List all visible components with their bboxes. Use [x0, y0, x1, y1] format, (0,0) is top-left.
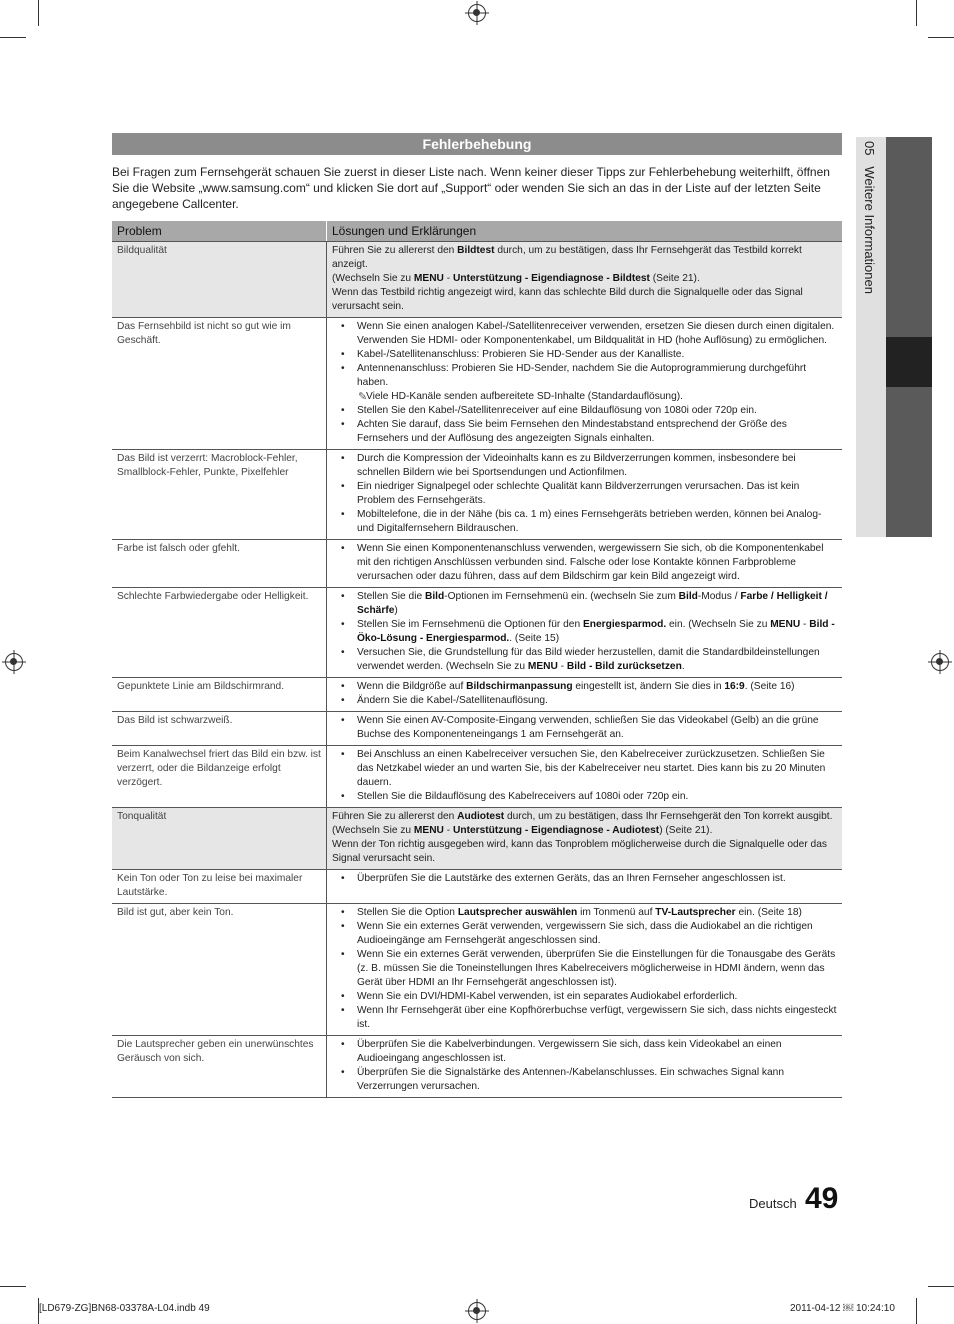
section-title: Fehlerbehebung — [112, 133, 842, 155]
crop-mark — [0, 37, 26, 38]
list-item: • Stellen Sie die Bild-Optionen im Fernsehmenü ein. (wechseln Sie zum Bild-Modus / Farbe / Helligkeit / Schärfe) — [332, 590, 837, 618]
list-item: • Wenn Sie einen analogen Kabel-/Satellitenreceiver verwenden, ersetzen Sie diesen durch einen digitalen. Verwenden Sie HDMI- oder Komponentenkabel, um Bildqualität in HD (hohe Auflösung) zu ermöglichen. — [332, 320, 837, 348]
list-item: • Stellen Sie die Bildauflösung des Kabelreceivers auf 1080i oder 720p ein. — [332, 790, 837, 804]
note-item — [332, 390, 837, 404]
chapter-number: 05 — [862, 141, 877, 156]
print-file-info: [LD679-ZG]BN68-03378A-L04.indb 49 — [39, 1303, 210, 1314]
registration-mark-icon — [468, 1302, 486, 1320]
column-header-solutions: Lösungen und Erklärungen — [327, 221, 843, 242]
problem-cell: Die Lautsprecher geben ein unerwünschtes Geräusch von sich. — [112, 1036, 327, 1098]
print-date-info: 2011-04-12 ￼ 10:24:10 — [790, 1303, 895, 1314]
problem-cell: Bild ist gut, aber kein Ton. — [112, 904, 327, 1036]
table-row — [112, 242, 842, 318]
crop-mark — [928, 1286, 954, 1287]
problem-cell: Gepunktete Linie am Bildschirmrand. — [112, 678, 327, 712]
list-item: • Wenn Sie ein DVI/HDMI-Kabel verwenden, ist ein separates Audiokabel erforderlich. — [332, 990, 837, 1004]
list-item: • Wenn Sie ein externes Gerät verwenden, vergewissern Sie sich, dass die Audiokabel an die richtigen Audioeingänge am Fernsehgerät angeschlossen sind. — [332, 920, 837, 948]
table-row — [112, 870, 842, 904]
solution-cell — [327, 746, 843, 808]
solution-cell — [327, 870, 843, 904]
problem-cell: Farbe ist falsch oder gfehlt. — [112, 540, 327, 588]
problem-cell: Das Bild ist schwarzweiß. — [112, 712, 327, 746]
list-item: • Mobiltelefone, die in der Nähe (bis ca. 1 m) eines Fernsehgeräts betrieben werden, können bei Analog- und Digitalfernsehern Bildrauschen. — [332, 508, 837, 536]
registration-mark-icon — [5, 653, 23, 671]
registration-mark-icon — [468, 4, 486, 22]
table-row — [112, 712, 842, 746]
problem-cell: Bildqualität — [112, 242, 327, 318]
list-item: • Überprüfen Sie die Lautstärke des externen Geräts, das an Ihren Fernseher angeschlossen ist. — [332, 872, 837, 886]
list-item: • Bei Anschluss an einen Kabelreceiver versuchen Sie, den Kabelreceiver zurückzusetzen. Schließen Sie das Netzkabel wieder an und warten Sie, bis der Kabelreceiver neu startet. Dies kann bis zu 20 Minuten dauern. — [332, 748, 837, 790]
problem-cell: Schlechte Farbwiedergabe oder Helligkeit. — [112, 588, 327, 678]
table-row — [112, 318, 842, 450]
intro-paragraph: Bei Fragen zum Fernsehgerät schauen Sie zuerst in dieser Liste nach. Wenn keiner dieser Tipps zur Fehlerbehebung weiterhilft, öffnen Sie die Website „www.samsung.com“ und klicken Sie dort auf „Support“ oder wenden Sie sich an das in der Liste auf der letzten Seite angegebene Callcenter. — [112, 165, 830, 211]
list-item: • Stellen Sie den Kabel-/Satellitenreceiver auf eine Bildauflösung von 1080i oder 720p ein. — [332, 404, 837, 418]
solution-cell — [327, 540, 843, 588]
chapter-title: Weitere Informationen — [862, 166, 877, 294]
list-item: • Achten Sie darauf, dass Sie beim Fernsehen den Mindestabstand entsprechend der Größe des Fernsehers und der Auflösung des angezeigten Signals einhalten. — [332, 418, 837, 446]
solution-cell — [327, 1036, 843, 1098]
footer-language: Deutsch — [749, 1196, 797, 1211]
list-item: • Stellen Sie die Option Lautsprecher auswählen im Tonmenü auf TV-Lautsprecher ein. (Seite 18) — [332, 906, 837, 920]
list-item: • Stellen Sie im Fernsehmenü die Optionen für den Energiesparmod. ein. (Wechseln Sie zu MENU - Bild - Öko-Lösung - Energiesparmod.. (Seite 15) — [332, 618, 837, 646]
list-item: • Wenn Sie ein externes Gerät verwenden, überprüfen Sie die Einstellungen für die Tonausgabe des Geräts (z. B. müssen Sie die Toneinstellungen Ihres Kabelreceivers möglicherweise in HDMI ändern, wenn das Gerät über HDMI an Ihr Fernsehgerät angeschlossen ist). — [332, 948, 837, 990]
crop-mark — [38, 0, 39, 26]
page-number: 49 — [805, 1182, 839, 1215]
solution-cell — [327, 904, 843, 1036]
solution-cell — [327, 450, 843, 540]
list-item: • Überprüfen Sie die Kabelverbindungen. Vergewissern Sie sich, dass kein Videokabel an einen Audioeingang angeschlossen ist. — [332, 1038, 837, 1066]
problem-cell: Beim Kanalwechsel friert das Bild ein bzw. ist verzerrt, oder die Bildanzeige erfolgt verzögert. — [112, 746, 327, 808]
table-row — [112, 588, 842, 678]
table-row — [112, 1036, 842, 1098]
table-header-row — [112, 221, 842, 242]
table-row — [112, 678, 842, 712]
list-item: • Wenn Ihr Fernsehgerät über eine Kopfhörerbuchse verfügt, vergewissern Sie sich, dass nichts eingesteckt ist. — [332, 1004, 837, 1032]
list-item: • Ändern Sie die Kabel-/Satellitenauflösung. — [332, 694, 837, 708]
chapter-label — [862, 141, 877, 294]
list-item: • Durch die Kompression der Videoinhalts kann es zu Bildverzerrungen kommen, insbesondere bei schnellen Bildern wie bei Sportsendungen und Actionfilmen. — [332, 452, 837, 480]
list-item: • Wenn Sie einen Komponentenanschluss verwenden, wergewissern Sie sich, ob die Komponentenkabel mit den richtigen Anschlüssen verbunden sind. Falsche oder lose Kontakte können Farbprobleme verursachen oder dazu führen, dass auf dem Bildschirm gar kein Bild angezeigt wird. — [332, 542, 837, 584]
problem-cell: Das Bild ist verzerrt: Macroblock-Fehler, Smallblock-Fehler, Punkte, Pixelfehler — [112, 450, 327, 540]
troubleshooting-table — [112, 221, 842, 1098]
list-item: • Ein niedriger Signalpegel oder schlechte Qualität kann Bildverzerrungen verursachen. Das ist kein Problem des Fernsehgeräts. — [332, 480, 837, 508]
crop-mark — [916, 0, 917, 26]
list-item: • Überprüfen Sie die Signalstärke des Antennen-/Kabelanschlusses. Ein schwaches Signal kann Verzerrungen verursachen. — [332, 1066, 837, 1094]
table-row — [112, 904, 842, 1036]
list-item: • Antennenanschluss: Probieren Sie HD-Sender, nachdem Sie die Autoprogrammierung durchgeführt haben. — [332, 362, 837, 390]
solution-cell — [327, 588, 843, 678]
solution-cell: Führen Sie zu allererst den Audiotest durch, um zu bestätigen, dass Ihr Fernsehgerät den Ton korrekt ausgibt. (Wechseln Sie zu MENU - Unterstützung - Eigendiagnose - Audiotest) (Seite 21). Wenn der Ton richtig ausgegeben wird, kann das Tonproblem möglicherweise durch die Signalquelle oder das Signal verursacht sein. — [327, 808, 843, 870]
column-header-problem: Problem — [112, 221, 327, 242]
table-row — [112, 540, 842, 588]
solution-cell — [327, 318, 843, 450]
crop-mark — [928, 37, 954, 38]
solution-cell: Führen Sie zu allererst den Bildtest durch, um zu bestätigen, dass Ihr Fernsehgerät das Testbild korrekt anzeigt. (Wechseln Sie zu MENU - Unterstützung - Eigendiagnose - Bildtest (Seite 21). Wenn das Testbild richtig angezeigt wird, kann das schlechte Bild durch die Signalquelle oder das Signal verursacht sein. — [327, 242, 843, 318]
problem-cell: Kein Ton oder Ton zu leise bei maximaler Lautstärke. — [112, 870, 327, 904]
side-tab-marker — [886, 337, 932, 387]
list-item: • Kabel-/Satellitenanschluss: Probieren Sie HD-Sender aus der Kanalliste. — [332, 348, 837, 362]
solution-cell — [327, 678, 843, 712]
list-item: • Versuchen Sie, die Grundstellung für das Bild wieder herzustellen, damit die Standardbildeinstellungen verwendet werden. (Wechseln Sie zu MENU - Bild - Bild zurücksetzen. — [332, 646, 837, 674]
note-text: Viele HD-Kanäle senden aufbereitete SD-Inhalte (Standardauflösung). — [366, 391, 683, 402]
crop-mark — [0, 1286, 26, 1287]
list-item: • Wenn Sie einen AV-Composite-Eingang verwenden, schließen Sie das Videokabel (Gelb) an die grüne Buchse des Komponenteneingangs 1 am Fernsehgerät an. — [332, 714, 837, 742]
solution-cell — [327, 712, 843, 746]
list-item: • Wenn die Bildgröße auf Bildschirmanpassung eingestellt ist, ändern Sie dies in 16:9. (Seite 16) — [332, 680, 837, 694]
table-row — [112, 808, 842, 870]
problem-cell: Tonqualität — [112, 808, 327, 870]
table-row — [112, 746, 842, 808]
table-row — [112, 450, 842, 540]
crop-mark — [916, 1298, 917, 1324]
registration-mark-icon — [931, 653, 949, 671]
problem-cell: Das Fernsehbild ist nicht so gut wie im Geschäft. — [112, 318, 327, 450]
